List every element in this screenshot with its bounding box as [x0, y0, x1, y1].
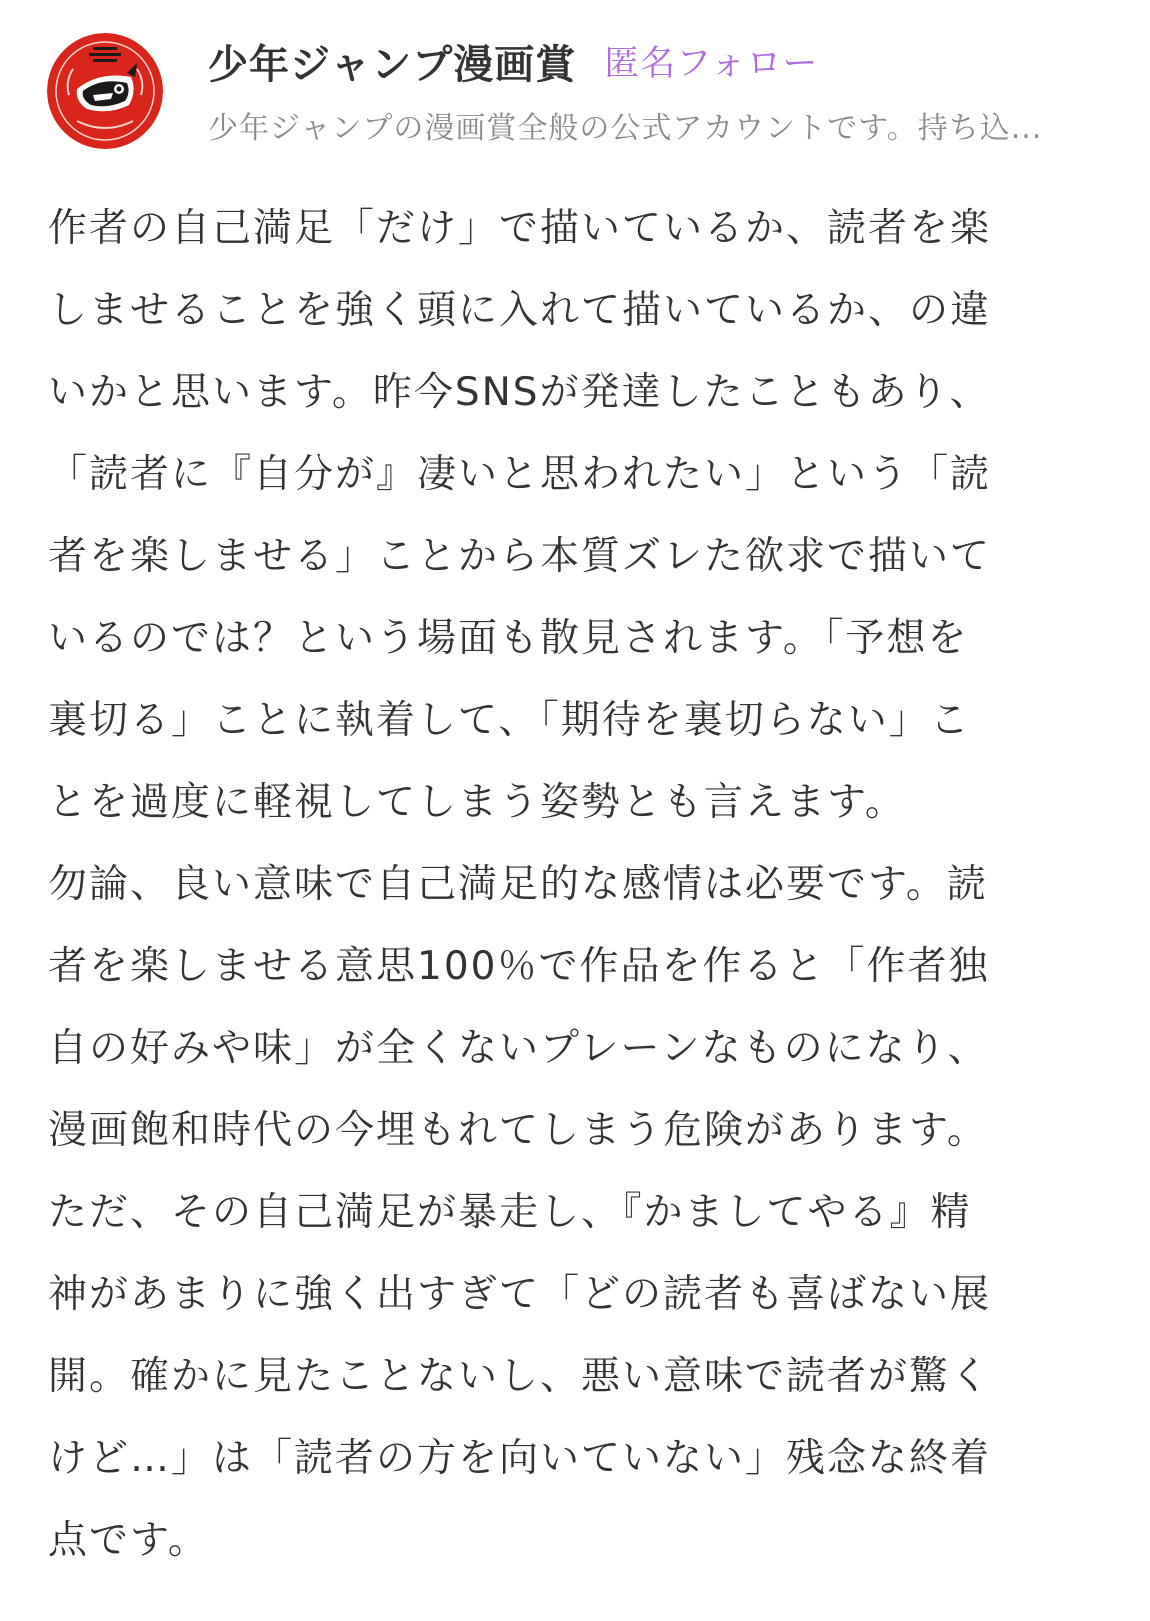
post-text-line: 神があまりに強く出すぎて「どの読者も喜ばない展 [48, 1272, 992, 1317]
post-text-line: 漫画飽和時代の今埋もれてしまう危険があります。 [48, 1108, 988, 1153]
profile-title-line [208, 32, 818, 90]
follow-anonymous-link[interactable]: 匿名フォロー [604, 44, 819, 84]
post-text-line: 「読者に『自分が』凄いと思われたい」という「読 [48, 452, 992, 497]
profile-name[interactable]: 少年ジャンプ漫画賞 [208, 41, 577, 88]
post-text-line: 者を楽しませる」ことから本質ズレた欲求で描いて [48, 534, 992, 579]
profile-bio: 少年ジャンプの漫画賞全般の公式アカウントです。持ち込... [208, 111, 1043, 146]
post-text-line: けど…」は「読者の方を向いていない」残念な終着 [48, 1436, 992, 1481]
post-text-line: 自の好みや味」が全くないプレーンなものになり、 [48, 1026, 989, 1071]
post-text-line: いるのでは？という場面も散見されます。「予想を [48, 616, 969, 661]
avatar[interactable] [47, 33, 163, 149]
post-text-line: いかと思います。昨今SNSが発達したこともあり、 [48, 370, 991, 415]
post-text-line: 開。確かに見たことないし、悪い意味で読者が驚く [48, 1354, 992, 1399]
post-text-line: ただ、その自己満足が暴走し、『かましてやる』精 [48, 1190, 972, 1235]
post-text-line: 点です。 [48, 1518, 209, 1563]
post-text-line: 裏切る」ことに執着して、「期待を裏切らない」こ [48, 698, 971, 743]
post-body [48, 188, 1048, 1582]
post-text-line: 者を楽しませる意思100％で作品を作ると「作者独 [48, 944, 990, 989]
post-text-line: しませることを強く頭に入れて描いているか、の違 [48, 288, 992, 333]
manga-award-logo-icon [47, 33, 163, 149]
post-text-line: 勿論、良い意味で自己満足的な感情は必要です。読 [48, 862, 988, 907]
post-text-line: 作者の自己満足「だけ」で描いているか、読者を楽 [48, 206, 992, 251]
post-text-line: とを過度に軽視してしまう姿勢とも言えます。 [48, 780, 906, 825]
profile-header [0, 0, 1150, 175]
